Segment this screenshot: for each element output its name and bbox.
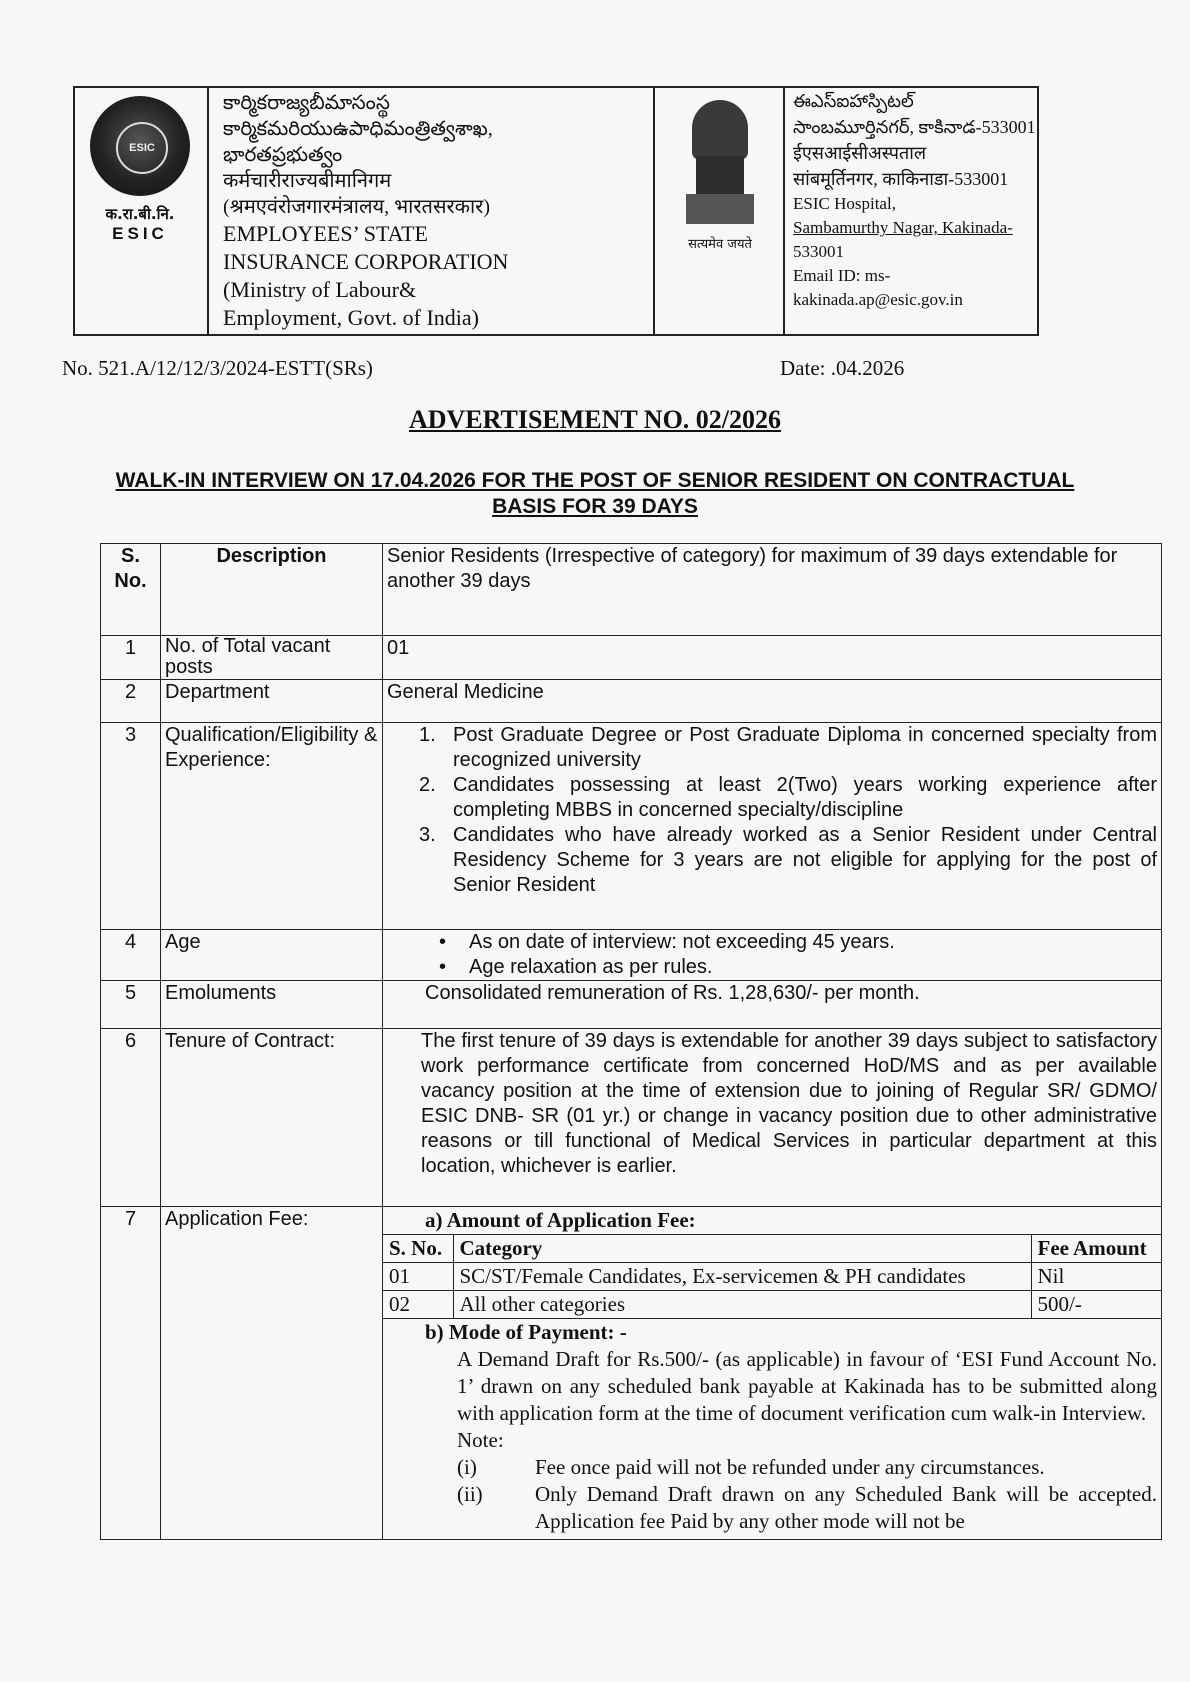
header-sno: S. No. <box>101 544 161 636</box>
fee-amount: Nil <box>1031 1263 1161 1291</box>
row-desc: Application Fee: <box>161 1207 383 1540</box>
row-sno: 3 <box>101 723 161 930</box>
fee-category: All other categories <box>453 1291 1031 1319</box>
row-desc: Department <box>161 680 383 723</box>
reference-number: No. 521.A/12/12/3/2024-ESTT(SRs) <box>62 356 373 380</box>
fee-head-sno: S. No. <box>383 1235 453 1263</box>
address-line: Sambamurthy Nagar, Kakinada- <box>793 218 1013 237</box>
org-line: (श्रमएवंरोजगारमंत्रालय, भारतसरकार) <box>223 196 491 218</box>
address-line: 533001 <box>793 242 844 261</box>
row-sno: 1 <box>101 636 161 680</box>
organization-name <box>223 90 643 332</box>
fee-table <box>383 1234 1161 1319</box>
esic-seal-text: ESIC <box>116 122 168 174</box>
esic-seal-icon <box>90 96 190 196</box>
list-item: 3. Candidates who have already worked as a Senior Resident under Central Residency Scheme for 3 years are not eligible for applying for the post of Senior Resident <box>419 824 1157 896</box>
fee-table-row <box>383 1263 1161 1291</box>
row-value: The first tenure of 39 days is extendable for another 39 days subject to satisfactory work performance certificate from concerned HoD/MS and as per available vacancy position at the time of extension due to joining of Regular SR/ GDMO/ ESIC DNB- SR (01 yr.) or change in vacancy position due to other administrative reasons or till functional of Medical Services in particular department at this location, whichever is earlier. <box>383 1029 1162 1207</box>
list-item: • As on date of interview: not exceeding 45 years. <box>387 930 1157 955</box>
table-row <box>101 1029 1162 1207</box>
address-line: Email ID: ms- <box>793 266 891 285</box>
row-desc: No. of Total vacant posts <box>161 636 383 680</box>
row-value: General Medicine <box>383 680 1162 723</box>
details-table <box>100 543 1162 1540</box>
fee-sno: 01 <box>383 1263 453 1291</box>
org-line: కార్మికమరియుఉపాధిమంత్రిత్వశాఖ, <box>223 118 493 140</box>
note-label: Note: <box>457 1428 504 1452</box>
qualification-list <box>387 723 1157 898</box>
fee-head-amount: Fee Amount <box>1031 1235 1161 1263</box>
fee-table-row <box>383 1291 1161 1319</box>
address-line: ESIC Hospital, <box>793 194 896 213</box>
row-sno: 2 <box>101 680 161 723</box>
walkin-title-line: BASIS FOR 39 DAYS <box>492 495 698 518</box>
row-desc: Emoluments <box>161 981 383 1029</box>
row-sno: 7 <box>101 1207 161 1540</box>
address-line: ईएसआईसीअस्पताल <box>793 143 927 163</box>
fee-head-category: Category <box>453 1235 1031 1263</box>
row-desc: Tenure of Contract: <box>161 1029 383 1207</box>
fee-amount-heading: a) Amount of Application Fee: <box>425 1208 696 1232</box>
row-desc: Qualification/Eligibility & Experience: <box>161 723 383 930</box>
org-line: EMPLOYEES’ STATE <box>223 221 428 246</box>
payment-mode-heading: b) Mode of Payment: - <box>425 1320 627 1344</box>
note-item: (ii) Only Demand Draft drawn on any Scheduled Bank will be accepted. Application fee Paid by any other mode will not be <box>457 1482 1157 1533</box>
walkin-title-line: WALK-IN INTERVIEW ON 17.04.2026 FOR THE POST OF SENIOR RESIDENT ON CONTRACTUAL <box>115 469 1075 492</box>
org-line: Employment, Govt. of India) <box>223 305 480 330</box>
header-divider <box>783 88 785 334</box>
row-value: Consolidated remuneration of Rs. 1,28,630/- per month. <box>383 981 1162 1029</box>
list-item: 1. Post Graduate Degree or Post Graduate Diploma in concerned specialty from recognized university <box>419 724 1157 771</box>
list-item: 2. Candidates possessing at least 2(Two) years working experience after completing MBBS in concerned specialty/discipline <box>419 774 1157 821</box>
hospital-address <box>793 88 1038 312</box>
row-sno: 5 <box>101 981 161 1029</box>
document-date: Date: .04.2026 <box>780 356 905 380</box>
header-description: Description <box>161 544 383 636</box>
header-post: Senior Residents (Irrespective of category) for maximum of 39 days extendable for another 39 days <box>383 544 1162 636</box>
row-sno: 4 <box>101 930 161 981</box>
table-row <box>101 723 1162 930</box>
table-row <box>101 981 1162 1029</box>
logo-english-text: ESIC <box>112 224 168 243</box>
org-line: భారతప్రభుత్వం <box>223 144 343 166</box>
address-line: ఈఎస్ఐహాస్పిటల్ <box>793 91 914 111</box>
org-line: కార్మికరాజ్యబీమాసంస్థ <box>223 92 390 114</box>
payment-text: A Demand Draft for Rs.500/- (as applicable) in favour of ‘ESI Fund Account No. 1’ drawn on any scheduled bank payable at Kakinada has to be submitted along with application form at the time of document verification cum walk-in Interview. <box>457 1347 1157 1425</box>
age-list <box>387 930 1157 980</box>
letterhead <box>73 86 1039 336</box>
advertisement-title: ADVERTISEMENT NO. 02/2026 <box>408 405 782 434</box>
address-line: సాంబమూర్తినగర్, కాకినాడ-533001 <box>793 117 1036 137</box>
org-line: (Ministry of Labour& <box>223 277 417 302</box>
fee-category: SC/ST/Female Candidates, Ex-servicemen & PH candidates <box>453 1263 1031 1291</box>
table-row <box>101 1207 1162 1540</box>
emblem-motto: सत्यमेव जयते <box>688 237 752 252</box>
row-value <box>383 930 1162 981</box>
row-desc: Age <box>161 930 383 981</box>
org-line: INSURANCE CORPORATION <box>223 249 509 274</box>
header-divider <box>207 88 209 334</box>
row-value <box>383 723 1162 930</box>
national-emblem <box>665 94 775 252</box>
address-line: सांबमूर्तिनगर, काकिनाडा-533001 <box>793 169 1009 189</box>
walkin-title <box>60 468 1130 520</box>
table-row <box>101 636 1162 680</box>
row-value: 01 <box>383 636 1162 680</box>
header-divider <box>653 88 655 334</box>
list-item: • Age relaxation as per rules. <box>387 955 1157 980</box>
table-row <box>101 544 1162 636</box>
row-value <box>383 1207 1162 1540</box>
email-address: kakinada.ap@esic.gov.in <box>793 290 963 309</box>
note-item: (i) Fee once paid will not be refunded under any circumstances. <box>457 1455 1045 1479</box>
table-row <box>101 680 1162 723</box>
fee-amount: 500/- <box>1031 1291 1161 1319</box>
application-fee-section <box>387 1207 1157 1535</box>
fee-table-header <box>383 1235 1161 1263</box>
esic-logo <box>85 96 195 244</box>
fee-sno: 02 <box>383 1291 453 1319</box>
org-line: कर्मचारीराज्यबीमानिगम <box>223 170 392 192</box>
table-row <box>101 930 1162 981</box>
ashoka-emblem-icon <box>682 94 758 232</box>
row-sno: 6 <box>101 1029 161 1207</box>
logo-hindi-text: क.रा.बी.नि. <box>105 205 175 223</box>
